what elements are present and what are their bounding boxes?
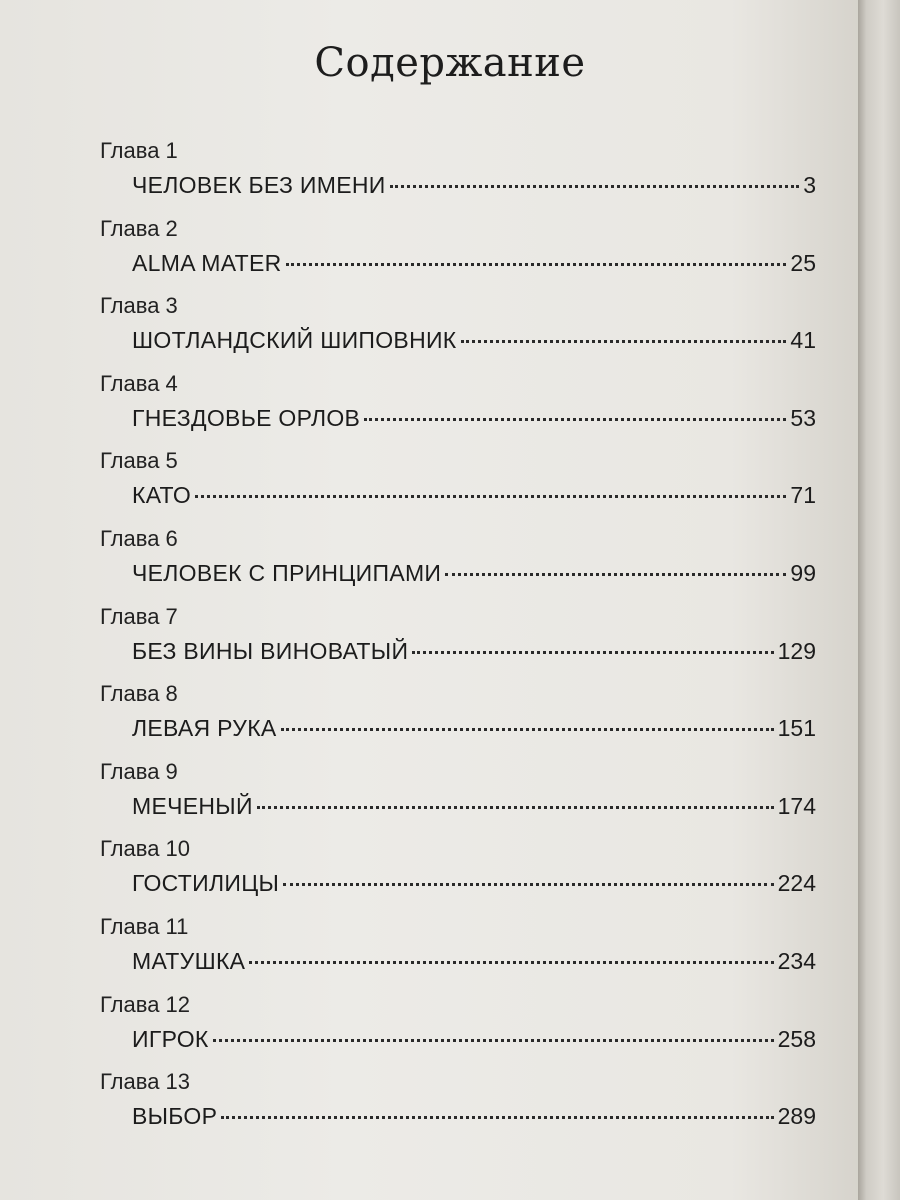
chapter-title: ЛЕВАЯ РУКА xyxy=(132,715,277,742)
toc-line xyxy=(132,870,816,897)
dot-leader xyxy=(364,418,786,421)
toc-entry xyxy=(100,448,816,526)
chapter-title: ГОСТИЛИЦЫ xyxy=(132,870,280,897)
chapter-label: Глава 7 xyxy=(100,603,178,629)
dot-leader xyxy=(461,340,787,343)
toc-line xyxy=(132,1103,816,1130)
page-number: 53 xyxy=(790,404,816,431)
toc-line xyxy=(132,327,816,354)
toc-entry xyxy=(100,216,816,294)
dot-leader xyxy=(283,883,773,886)
chapter-label: Глава 10 xyxy=(100,836,191,862)
chapter-label: Глава 9 xyxy=(100,758,178,784)
chapter-label: Глава 13 xyxy=(100,1069,191,1095)
chapter-label: Глава 8 xyxy=(100,681,178,707)
toc-entry xyxy=(100,914,816,992)
dot-leader xyxy=(257,806,774,809)
toc-entry xyxy=(100,1069,816,1147)
toc-line xyxy=(132,715,816,742)
chapter-label: Глава 1 xyxy=(100,138,178,163)
page-number: 224 xyxy=(777,870,816,897)
chapter-title: ШОТЛАНДСКИЙ ШИПОВНИК xyxy=(132,327,457,354)
page-number: 234 xyxy=(777,947,816,974)
chapter-title: ВЫБОР xyxy=(132,1103,218,1130)
chapter-label: Глава 3 xyxy=(100,293,178,319)
page-number: 41 xyxy=(790,327,816,354)
dot-leader xyxy=(281,728,774,731)
page-number: 129 xyxy=(777,637,816,664)
chapter-label: Глава 6 xyxy=(100,525,178,551)
dot-leader xyxy=(221,1116,773,1119)
toc-entry xyxy=(100,293,816,371)
toc-line xyxy=(132,172,816,199)
dot-leader xyxy=(249,961,773,964)
chapter-title: ЧЕЛОВЕК БЕЗ ИМЕНИ xyxy=(132,172,386,198)
chapter-label: Глава 4 xyxy=(100,370,178,396)
chapter-title: МАТУШКА xyxy=(132,947,246,974)
page-number: 258 xyxy=(777,1025,816,1052)
page-number: 99 xyxy=(790,559,816,586)
page-title: Содержание xyxy=(314,40,586,86)
chapter-title: КАТО xyxy=(132,482,192,509)
dot-leader xyxy=(445,573,786,576)
chapter-title: БЕЗ ВИНЫ ВИНОВАТЫЙ xyxy=(132,637,409,664)
page-number: 25 xyxy=(790,249,816,276)
table-of-contents xyxy=(100,138,816,1147)
toc-entry xyxy=(100,681,816,759)
toc-entry xyxy=(100,371,816,449)
toc-entry xyxy=(100,138,816,216)
page-edge xyxy=(858,0,900,1200)
page-number: 71 xyxy=(790,482,816,509)
toc-entry xyxy=(100,836,816,914)
toc-entry xyxy=(100,992,816,1070)
dot-leader xyxy=(195,495,786,498)
toc-line xyxy=(132,1026,816,1053)
chapter-title: ALMA MATER xyxy=(132,249,282,276)
chapter-label: Глава 2 xyxy=(100,215,178,241)
chapter-title: ГНЕЗДОВЬЕ ОРЛОВ xyxy=(132,404,361,431)
chapter-title: МЕЧЕНЫЙ xyxy=(132,792,253,819)
chapter-title: ЧЕЛОВЕК С ПРИНЦИПАМИ xyxy=(132,559,442,586)
toc-line xyxy=(132,560,816,587)
dot-leader xyxy=(213,1039,774,1042)
toc-line xyxy=(132,793,816,820)
dot-leader xyxy=(412,651,773,654)
page-number: 289 xyxy=(777,1103,816,1130)
toc-line xyxy=(132,250,816,277)
page-number: 151 xyxy=(777,715,816,742)
dot-leader xyxy=(390,185,800,188)
page-number: 174 xyxy=(777,792,816,819)
toc-entry xyxy=(100,526,816,604)
page-number: 3 xyxy=(803,172,816,198)
chapter-label: Глава 5 xyxy=(100,448,178,474)
chapter-label: Глава 11 xyxy=(100,913,189,939)
chapter-label: Глава 12 xyxy=(100,991,191,1017)
toc-entry xyxy=(100,604,816,682)
toc-entry xyxy=(100,759,816,837)
toc-line xyxy=(132,482,816,509)
toc-line xyxy=(132,948,816,975)
toc-line xyxy=(132,405,816,432)
dot-leader xyxy=(286,263,787,266)
chapter-title: ИГРОК xyxy=(132,1025,209,1052)
toc-line xyxy=(132,638,816,665)
